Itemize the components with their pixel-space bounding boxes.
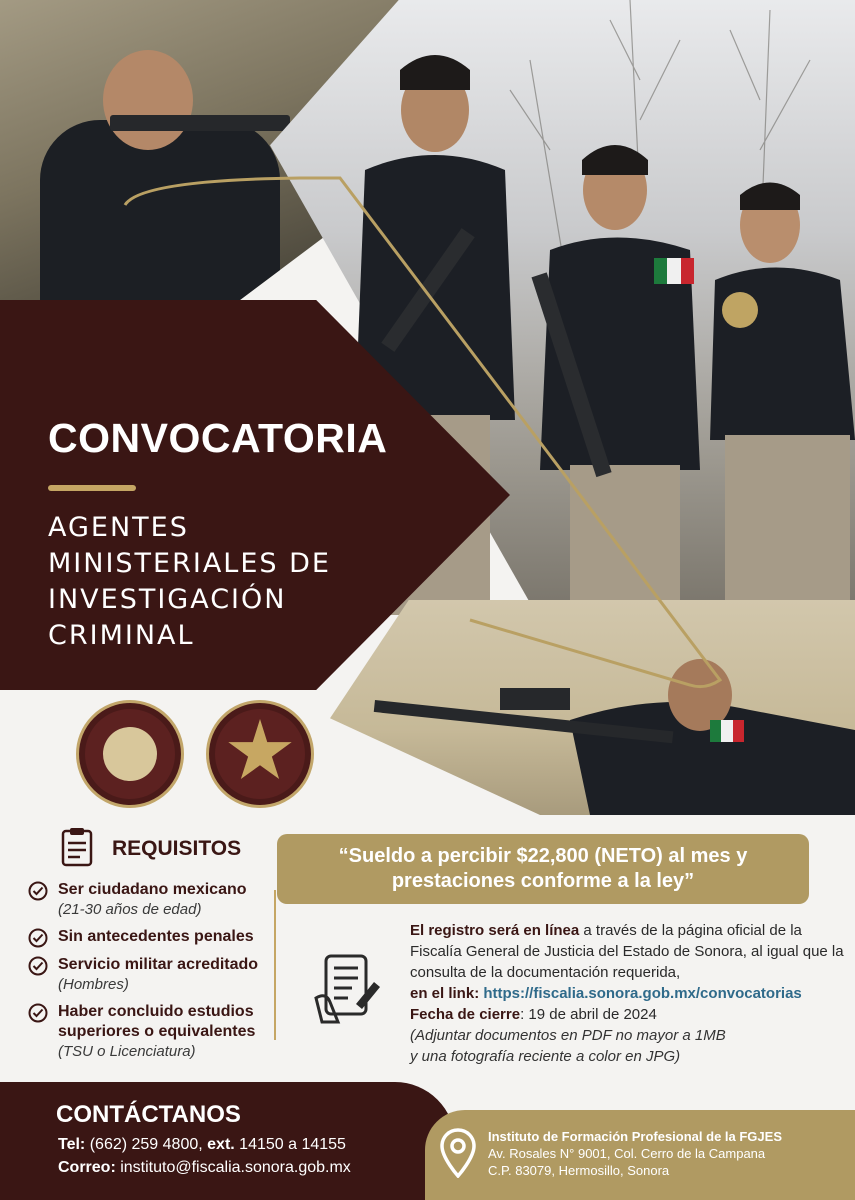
fiscalia-seal-logo <box>76 700 184 808</box>
attachment-note: (Adjuntar documentos en PDF no mayor a 1MB <box>410 1027 726 1044</box>
registration-info <box>410 920 850 1067</box>
contact-title: CONTÁCTANOS <box>56 1101 241 1128</box>
title-underline <box>48 485 136 491</box>
closing-label: Fecha de cierre <box>410 1006 521 1023</box>
subtitle <box>48 510 331 654</box>
clipboard-icon <box>56 826 98 868</box>
requirement-note: (21-30 años de edad) <box>58 901 202 918</box>
agencia-seal-logo <box>206 700 314 808</box>
subtitle-line: MINISTERIALES DE <box>48 548 331 579</box>
page-title: CONVOCATORIA <box>48 415 388 461</box>
list-item <box>28 1002 278 1061</box>
tel-label: Tel: <box>58 1136 86 1153</box>
check-icon <box>28 1003 48 1023</box>
email-address[interactable]: instituto@fiscalia.sonora.gob.mx <box>115 1159 351 1176</box>
subtitle-line: CRIMINAL <box>48 620 195 651</box>
subtitle-line: AGENTES <box>48 512 189 543</box>
address-line: Av. Rosales N° 9001, Col. Cerro de la Campana <box>488 1146 766 1161</box>
registration-lead: El registro será en línea <box>410 922 580 939</box>
salary-banner <box>277 834 809 904</box>
list-item <box>28 880 278 919</box>
requirement-text: Haber concluido estudios superiores o equivalentes <box>58 1003 256 1040</box>
list-item <box>28 927 278 947</box>
salary-line: “Sueldo a percibir $22,800 (NETO) al mes y <box>338 845 748 867</box>
salary-line: prestaciones conforme a la ley” <box>391 870 695 892</box>
email-line <box>58 1159 351 1177</box>
attachment-note: y una fotografía reciente a color en JPG) <box>410 1048 681 1065</box>
requirement-note: (TSU o Licenciatura) <box>58 1043 196 1060</box>
extension-range: 14150 a 14155 <box>234 1136 346 1153</box>
phone-line <box>58 1136 346 1154</box>
address-line: C.P. 83079, Hermosillo, Sonora <box>488 1163 670 1178</box>
check-icon <box>28 928 48 948</box>
link-label: en el link: <box>410 985 480 1002</box>
location-pin-icon <box>440 1128 476 1178</box>
requirement-text: Ser ciudadano mexicano <box>58 881 247 898</box>
online-form-icon <box>312 952 382 1028</box>
phone-number[interactable]: (662) 259 4800, <box>85 1136 208 1153</box>
check-icon <box>28 956 48 976</box>
ext-label: ext. <box>207 1136 235 1153</box>
requirements-title: REQUISITOS <box>112 837 242 860</box>
mail-label: Correo: <box>58 1159 116 1176</box>
requirement-note: (Hombres) <box>58 976 129 993</box>
requirements-list <box>28 880 278 1069</box>
requirement-text: Sin antecedentes penales <box>58 928 254 945</box>
closing-date: : 19 de abril de 2024 <box>520 1006 657 1023</box>
institution-name: Instituto de Formación Profesional de la FGJES <box>488 1129 782 1144</box>
requirement-text: Servicio militar acreditado <box>58 956 259 973</box>
check-icon <box>28 881 48 901</box>
address-block <box>488 1128 782 1179</box>
list-item <box>28 955 278 994</box>
subtitle-line: INVESTIGACIÓN <box>48 584 287 615</box>
registration-body: a través de la página oficial de la Fiscalía General de Justicia del Estado de Sonora, al igual que la consulta de la documentación requerida, <box>410 922 844 981</box>
divider <box>274 890 276 1040</box>
convocatorias-link[interactable]: https://fiscalia.sonora.gob.mx/convocatorias <box>483 985 802 1002</box>
